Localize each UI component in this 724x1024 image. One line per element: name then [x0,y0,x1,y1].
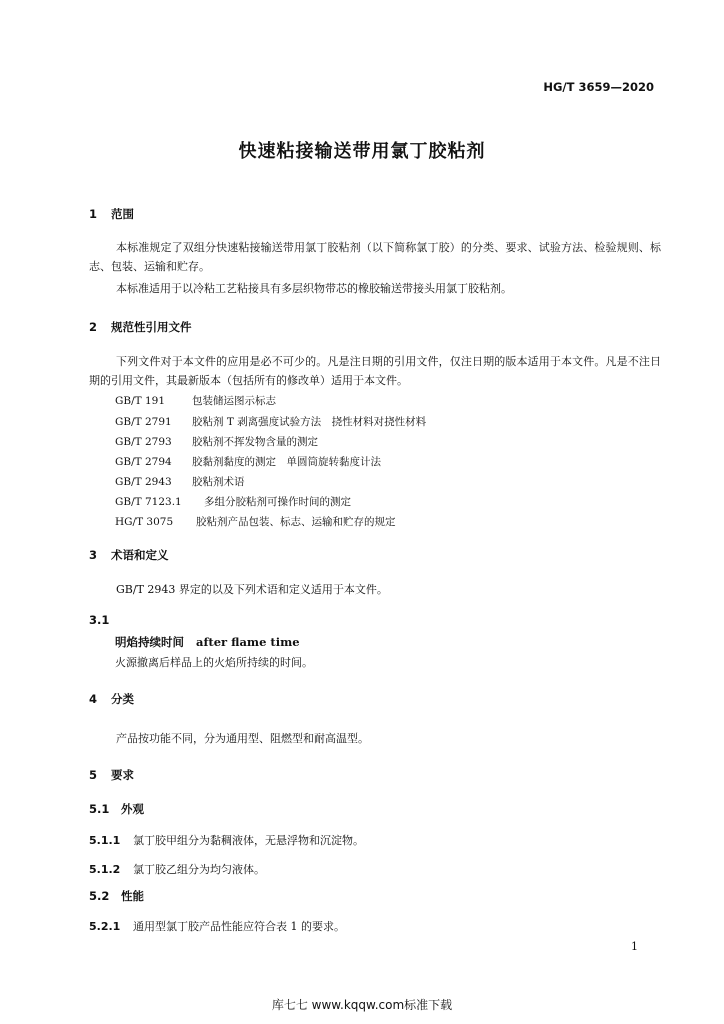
section-1-paragraph-1: 本标准规定了双组分快速粘接输送带用氯丁胶粘剂（以下简称氯丁胶）的分类、要求、试验方法、检验规则、标志、包装、运输和贮存。 [89,241,661,273]
clause-number: 5.1.2 [89,863,121,876]
reference-code: GB/T 2793 [115,436,172,448]
section-number: 2 [89,320,98,334]
section-number: 3 [89,548,98,562]
clause-text: 通用型氯丁胶产品性能应符合表 1 的要求。 [133,920,345,933]
section-3-heading [89,547,169,563]
section-2-heading [89,319,192,335]
reference-code: HG/T 3075 [115,516,174,528]
reference-item [115,434,318,449]
reference-title: 胶粘剂术语 [192,476,245,488]
reference-code: GB/T 2794 [115,456,172,468]
reference-title: 胶粘剂不挥发物含量的测定 [192,436,318,448]
clause-5-1-heading [89,801,144,817]
clause-5-2-1 [89,918,345,934]
clause-5-1-1 [89,832,364,848]
reference-item [115,393,276,408]
section-number: 1 [89,207,98,221]
reference-title: 胶粘剂 T 剥离强度试验方法 挠性材料对挠性材料 [192,416,427,428]
clause-number: 5.1 [89,802,110,816]
term-english: after flame time [196,635,300,649]
reference-title: 包装储运图示标志 [192,395,276,407]
page-number: 1 [631,940,638,953]
clause-5-1-2 [89,861,265,877]
reference-code: GB/T 191 [115,395,166,407]
reference-title: 胶粘剂产品包装、标志、运输和贮存的规定 [196,516,396,528]
section-4-paragraph: 产品按功能不同，分为通用型、阻燃型和耐高温型。 [116,732,369,745]
document-title: 快速粘接输送带用氯丁胶粘剂 [238,141,486,162]
reference-item [115,414,426,429]
section-number: 5 [89,768,98,782]
section-title: 范围 [111,207,134,221]
section-1-heading [89,206,134,222]
clause-title: 外观 [121,802,144,816]
clause-title: 性能 [121,889,144,903]
reference-title: 多组分胶粘剂可操作时间的测定 [204,496,351,508]
reference-code: GB/T 2943 [115,476,172,488]
section-title: 分类 [111,692,134,706]
reference-title: 胶黏剂黏度的测定 单圆筒旋转黏度计法 [192,456,381,468]
term-3-1-title [115,634,300,650]
section-4-heading [89,691,134,707]
clause-text: 氯丁胶乙组分为均匀液体。 [133,863,265,876]
section-1-paragraph-2: 本标准适用于以冷粘工艺粘接具有多层织物带芯的橡胶输送带接头用氯丁胶粘剂。 [116,282,512,295]
section-2-intro: 下列文件对于本文件的应用是必不可少的。凡是注日期的引用文件，仅注日期的版本适用于本文件。凡是不注日期的引用文件，其最新版本（包括所有的修改单）适用于本文件。 [89,355,661,387]
clause-number: 5.2.1 [89,920,121,933]
reference-item [115,454,381,469]
clause-number: 5.2 [89,889,110,903]
reference-code: GB/T 2791 [115,416,172,428]
term-3-1-number [89,613,109,627]
footer-watermark: 库七七 www.kqqw.com标准下载 [271,998,453,1012]
term-3-1-definition: 火源撤离后样品上的火焰所持续的时间。 [115,656,313,669]
reference-item [115,514,396,529]
term-chinese: 明焰持续时间 [115,635,184,649]
section-number: 4 [89,692,98,706]
section-title: 术语和定义 [111,548,169,562]
section-title: 要求 [111,768,134,782]
clause-text: 氯丁胶甲组分为黏稠液体，无悬浮物和沉淀物。 [133,834,364,847]
section-5-heading [89,767,134,783]
clause-5-2-heading [89,888,144,904]
standard-number: HG/T 3659—2020 [543,80,654,94]
clause-number: 3.1 [89,613,110,627]
reference-item [115,474,245,489]
section-title: 规范性引用文件 [111,320,192,334]
reference-code: GB/T 7123.1 [115,496,182,508]
reference-item [115,494,351,509]
section-3-intro: GB/T 2943 界定的以及下列术语和定义适用于本文件。 [116,583,388,596]
clause-number: 5.1.1 [89,834,121,847]
